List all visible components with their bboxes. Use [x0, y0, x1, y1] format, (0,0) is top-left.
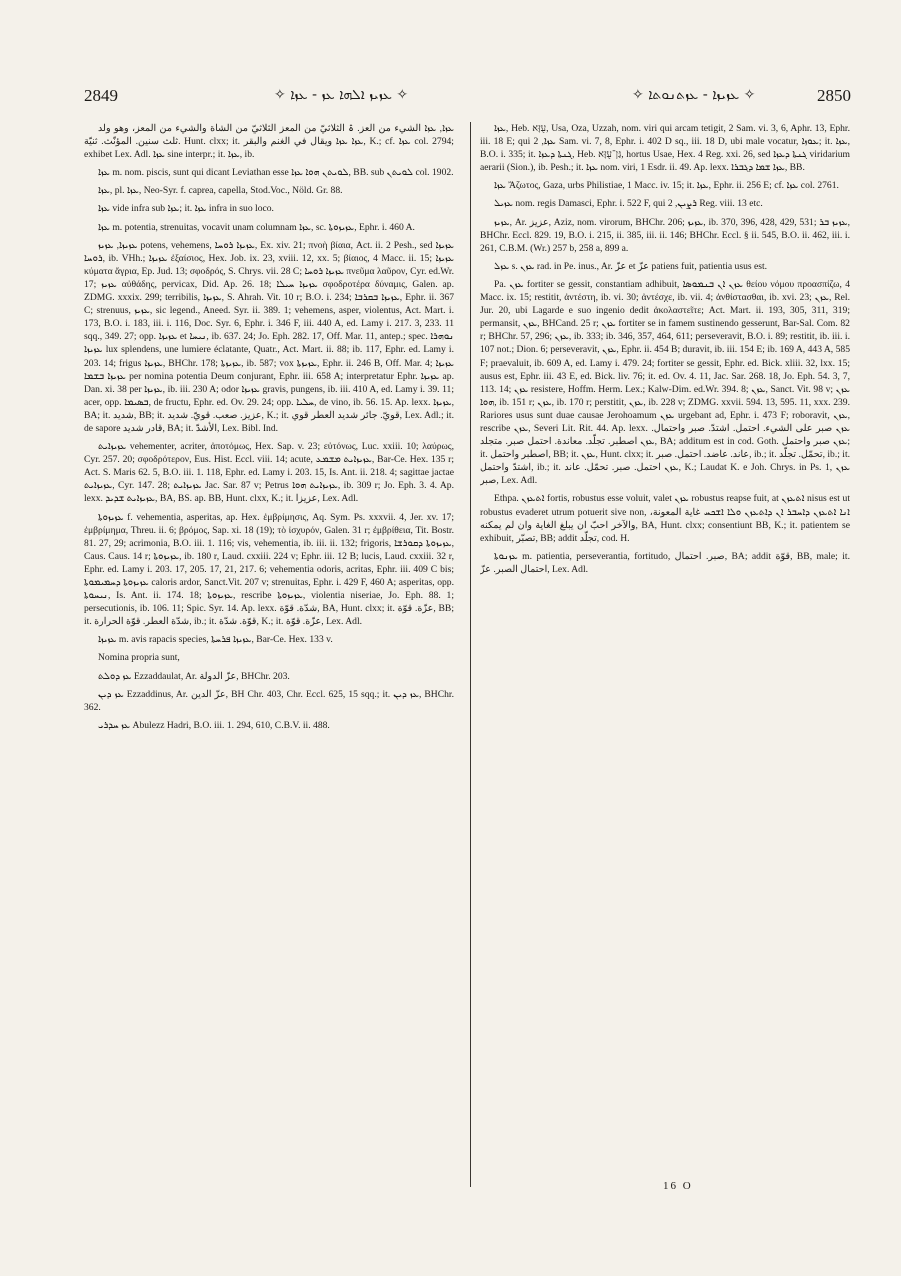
- left-column: [84, 122, 454, 1192]
- entry: ܥܙܢܘܬܐ m. patientia, perseverantia, fortitudo, صبر. احتمال, BA; addit قوّة, BB, male; it. احتمال الصبر. عزّ, Lex. Adl.: [480, 550, 850, 575]
- entry: ܥܙܐ vide infra sub ܥܙܐ; it. ܥܙܐ infra in suo loco.: [98, 203, 274, 215]
- entry: ܥܙܝܙܐ, ܥܙܝܙ potens, vehemens, ܥܙܝܙܐ ܪܘܚܐ, Ex. xiv. 21; πνοὴ βίαια, Act. ii. 2 Pesh., sed ܥܙܝܙܐ ܪܘܚܐ, ib. VHh.; ܥܙܝܙܐ ἐξαίσιος, Hex. Job. ix. 23, xviii. 12, xx. 5; βίαιος, 4 Macc. ii. 15; ܥܙܝܙܐ κύματα ἄγρια, Ep. Jud. 13; σφοδρός, S. Chrys. vii. 28 C; ܥܙܝܙܐ ܪܘܚܐ πνεῦμα λαῦρον, Cyr. ed.Wr. 17; ܥܙܝܙ αὐθάδης, pervicax, Did. Ap. 26. 18; ܥܙܝܙܐ ܚܝܠܐ σφοδροτέρα δύναμις, Galen. ap. ZDMG. xxxix. 299; terribilis, ܥܙܝܙܐ, S. Ahrah. Vit. 10 r; B.O. i. 234; ܥܙܝܙܐ ܒܩܪܒܐ, Ephr. ii. 367 C; strenuus, ܥܙܝܙ, sic legend., Aneed. Syr. ii. 389. 1; vehemens, asper, violentus, Act. Mart. i. 173, B.O. i. 183, iii. i. 116, Doc. Syr. 6, Ephr. i. 346 F, iii. 440 A, ed. Lamy i. 217. 3, 233. 11 sqq., 349. 27; opp. ܥܙܝܙܐ et ܢܝܚܐ, ib. 637. 24; Jo. Eph. 282. 17, Off. Mar. 11, antep.; spec. ܢܘܗܪܐ ܥܙܝܙܐ lux splendens, une lumiere éclatante, Quatr., Act. Mart. ii. 88; ib. 117, Ephr. ed. Lamy i. 203. 14; frigus ܥܙܝܙܐ, BHChr. 178; ܥܙܝܙܬܐ, ib. 587; vox ܥܙܝܙܬܐ, Ephr. ii. 246 B, Off. Mar. 4; ܥܙܝܙܐ ܥܙܝܙܐ ܒܫܡܐ per nomina potentia Deum conjurant, Ephr. iii. 658 A; interpretatur Ephr. ܥܙܝܙܐ ap. Dan. xi. 38 per ܥܙܝܙܐ, ib. iii. 230 A; odor ܥܙܝܙܐ gravis, pungens, ib. iii. 410 A, ed. Lamy i. 39. 11; acer, opp. ܒܣܝܡܐ, de fructu, Ephr. ed. Ov. 29. 24; opp. ܚܠܝܐ, de vino, ib. 56. 15. Ap. lexx. ܥܙܝܙܐ, BA; it. شديد, BB; it. عزيز. صعب. قويّ. شديد, K.; it. قويّ. جائر شديد العطر قوي, Lex. Adl.; it. de sapore قادر شديد, BA; it. الأشدّ, Lex. Bibl. Ind.: [84, 239, 454, 434]
- folio-signature: 16 O: [663, 1180, 693, 1192]
- entry: ܥܙܐ, Heb. עֻזָּא, Usa, Oza, Uzzah, nom. viri qui arcam tetigit, 2 Sam. vi. 3, 6, Aphr. 13, Ephr. iii. 18 E; qui ܥܙܐ, 2 Sam. vi. 7, 8, Ephr. i. 402 D sq., iii. 18 D, ubi male vocatur, ܥܘܙܐ; it. ܥܙܐ, B.O. i. 335; it. ܓܢܬܐ ܕܥܙܐ, Heb. גַּן־עֻזָּא, hortus Usae, Hex. 4 Reg. xxi. 26, sed ܓܢܬܐ ܕܥܙܐ viridarium aerarii (Sion.), ib. Pesh.; it. ܥܙܐ nom. viri, 1 Esdr. ii. 49. Ap. lexx. ܥܙܐ ܫܡܐ ܕܓܒܪܐ, BB.: [480, 123, 850, 174]
- entry: ܥܙܝܙܐܝܬ vehementer, acriter, ἀποτόμως, Hex. Sap. v. 23; εὐτόνως, Luc. xxiii. 10; λαύρως, Cyr. 257. 20; σφοδρότερον, Eus. Hist. Eccl. viii. 14; acute, ܥܙܝܙܐܝܬ ܡܫܡܥ, Bar-Ce. Hex. 135 r; Act. S. Maris 62. 5, B.O. iii. 1. 118, Ephr. ed. Lamy i. 203. 15, Is. Ant. ii. 218. 4; sagittae jactae ܥܙܝܙܐܝܬ, Cyr. 147. 28; ܥܙܝܙܐܝܬ Jac. Sar. 87 v; Petrus ܥܙܝܙܐܝܬ ܗܘܐ, ib. 309 r; Jo. Eph. 3. 4. Ap. lexx. ܥܙܝܙܐܝܬ ܫܕܝܕ, BA, BS. ap. BB, Hunt. clxx, K.; it. عزيزا, Lex. Adl.: [84, 441, 454, 505]
- entry: ܥܙܝܠ nom. regis Damasci, Ephr. i. 522 F, qui ܪܨܝܢ, 2 Reg. viii. 13 etc.: [494, 198, 763, 210]
- column-divider: [470, 122, 471, 1187]
- right-page-number: 2850: [817, 86, 851, 105]
- entry: ܥܙ ܕܝܢ Ezzaddinus, Ar. عزّ الدين, BH Chr. 403, Chr. Eccl. 625, 15 sqq.; it. ܥܙ ܕܝܢ, BHChr. 362.: [84, 688, 454, 713]
- entry: ܥܙܝܙܘܬܐ f. vehementia, asperitas, ap. Hex. ἐμβρίμησις, Aq. Sym. Ps. xxxvii. 4, Jer. xv. 17; ἐμβρίμημα, Threu. ii. 6; βρόμος, Sap. xi. 18 (19); τὸ ἰσχυρόν, Galen. 31 r; ἐμβρίθεια, Tit. Bostr. 81. 27, 29; acrimonia, B.O. iii. 1. 116; vis, vehementia, ib. iii. ii. 132; frigoris, ܥܙܝܙܘܬܐ ܕܩܘܪܫܐ, Caus. Caus. 14 r; ܥܙܝܙܘܬܐ, ib. 180 r, Laud. cxxiii. 224 v; Ephr. iii. 12 B; lucis, Laud. cxxiii. 32 r, Ephr. ed. Lamy i. 203. 17, 205. 17, 21, 217. 6; vehementia odoris, acritas, Ephr. iii. 409 C bis; ܥܙܝܙܘܬܐ ܕܚܡܝܡܘܬܐ caloris ardor, Sanct.Vit. 207 v; strenuitas, Ephr. i. 429 F, 460 A; asperitas, opp. ܢܝܚܘܬܐ, Is. Ant. ii. 174. 18; ܥܙܝܙܘܬܐ, rescribe ܥܙܝܙܘܬܐ, violentia niseriae, Jo. Eph. 88. 1; persecutionis, ib. 106. 11; Spic. Syr. 14. Ap. lexx. شدّة. قوّة, BA, Hunt. clxx; it. عزّة. قوّة, BB; it. شدّة العطر. قوّة الحرارة, ib.; it. قوّة. شدّة, K.; it. عزّة. قوّة, Lex. Adl.: [84, 511, 454, 628]
- entry: Pa. ܥܙܢ fortiter se gessit, constantiam adhibuit, ܥܙܢ ܐܢ ܒܢܡܘܣܐ θείου νόμου προασπίζω, 4 Macc. ix. 15; restitit, ἀντέστη, ib. vi. 30; ἀντέσχε, ib. vii. 4; ἀνθίστασθαι, ib. xvi. 23; ܥܙܢ, Rel. Jur. 20, ubi Lagarde e suo ingenio dedit ἀκολαστεῖτε; Act. Mart. ii. 193, 305, 311, 319; permansit, ܥܙܢ, BHCand. 25 r; ܥܙܢ fortiter se in famem sustinendo gesserunt, Bar-Sal. Com. 82 r; BHChr. 57, 296; ܥܙܢ, ib. 333; ib. 346, 357, 464, 611; perseveravit, B.O. i. 89; restitit, ib. iii. i. 107 not.; Dion. 6; perseveravit, ܥܙܢ, Ephr. ii. 454 B; duravit, ib. iii. 154 E; ib. 169 A, 443 A, 585 F; praevaluit, ib. 609 A, ed. Lamy i. 479. 24; fortiter se gessit, Ephr. ed. Bick. xliii. 32, lxx. 15; ausus est, Ephr. iii. 43 E, ed. Bick. liv. 76; it. ed. Ov. 4. 11, Jac. Sar. 268. 18, Jo. Eph. 54. 3, 7, 113. 14; ܥܙܢ resistere, Hoffm. Herm. Lex.; Kalw-Dim. ed.Wr. 394. 8; ܥܙܢ, Sanct. Vit. 98 v; ܥܙܢ ܗܘܐ, ib. 151 r; ܥܙܢ, ib. 170 r; perstitit, ܥܙܢ, ib. 228 v; ZDMG. xxvii. 594. 13, 595. 11, xxx. 239. Rariores usus sunt duae causae Jerohoamum ܥܙܢ urgebant ad, Ephr. i. 473 F; roboravit, ܥܙܢ, rescribe ܥܙܢ, Severi Lit. Rit. 44. Ap. lexx. ܥܙܢ صبر على الشيء. احتمل. اشتدّ. صبر واحتمال. ܥܙܢ اصطبر. تجلّد. معاندة. احتمل صبر. متجلد, BA; additum est in cod. Goth. ܥܙܢ صبر واحتمل; it. اصطبر واحتمل, BB; it. ܥܙܢ, Hunt. clxx; it. عاند. عاضد. احتمل. صبر, ib.; it. تحمّل. تجلّد, ib.; it. اشتدّ واحتمل, ib.; it. ܥܙܢ احتمل. صبر. تحمّل. عاند, K.; Laudat K. e Joh. Chrys. in Ps. 1, ܥܙܢ صبر, Lex. Adl.: [480, 278, 850, 487]
- entry: ܥܙܐ m. potentia, strenuitas, vocavit unam columnam ܥܙܐ, sc. ܥܙܝܙܘܬܐ, Ephr. i. 460 A.: [98, 221, 415, 233]
- left-running-title: ✧ ܥܙܝܙ ܐܠܗܐ ܥܙ - ܥܙܐ ✧: [274, 87, 409, 103]
- entry: ܥܙܐ, pl. ܥܙܐ, Neo-Syr. f. caprea, capella, Stod.Voc., Nöld. Gr. 88.: [98, 185, 343, 197]
- entry: ܥܙܝܙ, Ar. عزيز, Aziz, nom. virorum, BHChr. 206; ܥܙܝܙ, ib. 370, 396, 428, 429, 531; ܥܙܝܙ ܒܪ, BHChr. Eccl. 829. 19, B.O. i. 215, ii. 385, iii. ii. 146; BHChr. Eccl. § ii. 545, B.O. ii. 462, iii. i. 261, C.B.M. (Wr.) 257 b, 258 a, 899 a.: [480, 216, 850, 254]
- entry: ܥܙܐ Ἄζωτος, Gaza, urbs Philistiae, 1 Macc. iv. 15; it. ܥܙܐ, Ephr. ii. 256 E; cf. ܥܙܐ col. 2761.: [494, 180, 839, 192]
- right-column: [480, 122, 850, 1172]
- entry: ܥܙܐ m. nom. piscis, sunt qui dicant Leviathan esse ܠܘܝܬܢ ܗܘܐ ܥܙܐ, BB. sub ܠܘܝܬܢ col. 1902.: [98, 167, 454, 179]
- entry: ܥܙܝܙܐ m. avis rapacis species, ܥܙܝܙܐ ܦܪܚܬܐ, Bar-Ce. Hex. 133 v.: [98, 634, 333, 646]
- entry: ܥܙܠ s. ܥܙܢ rad. in Pe. inus., Ar. عزّ et عزّ patiens fuit, patientia usus est.: [494, 260, 768, 272]
- entry: ܥܙ ܕܘܠܬ Ezzaddaulat, Ar. عزّ الدولة, BHChr. 203.: [98, 670, 290, 682]
- section-heading: Nomina propria sunt,: [98, 652, 180, 664]
- entry: ܥܙܐ, ܥܙܐ الشيء من العز. ۃ الثلاثيّ من المعز الثلاثيّ من الشاة والشيء من المعز، وهو ولد ثلث سنين. المؤنّث. ثنيّة. Hunt. clxx; it. ܥܙܐ ܥܙܐ ويقال في الغنم والبقر, K.; cf. ܥܙܐ col. 2794; exhibet Lex. Adl. ܥܙܐ sine interpr.; it. ܥܙܐ, ib.: [84, 123, 454, 161]
- entry: Ethpa. ܐܬܥܙܢ fortis, robustus esse voluit, valet ܥܙܢ robustus reapse fuit, at ܐܬܥܙܢ nisus est ut robustus evaderet utrum potuerit sive non, ܐܢܐ ܐܬܥܙܢ ܕܐܚܒܪ ܐܢ ܕܐܬܥܙܢ ܘܠܐ ܐܫܟܚ غاية المعونة، والآخر احبّ ان يبلغ الغاية وان لم يمكنه, BA, Hunt. clxx; consentiunt BB, K.; it. patientem se exhibuit, تصبّر, BB; addit تجلّد, cod. H.: [480, 493, 850, 544]
- entry: ܥܙ ܚܕܪܝ Abulezz Hadri, B.O. iii. 1. 294, 610, C.B.V. ii. 488.: [98, 719, 330, 731]
- right-running-title: ✧ ܥܙܝܙܐ - ܥܙܬܢܘܬܐ ✧: [632, 87, 756, 103]
- left-page-number: 2849: [84, 86, 118, 105]
- running-head: [84, 86, 851, 110]
